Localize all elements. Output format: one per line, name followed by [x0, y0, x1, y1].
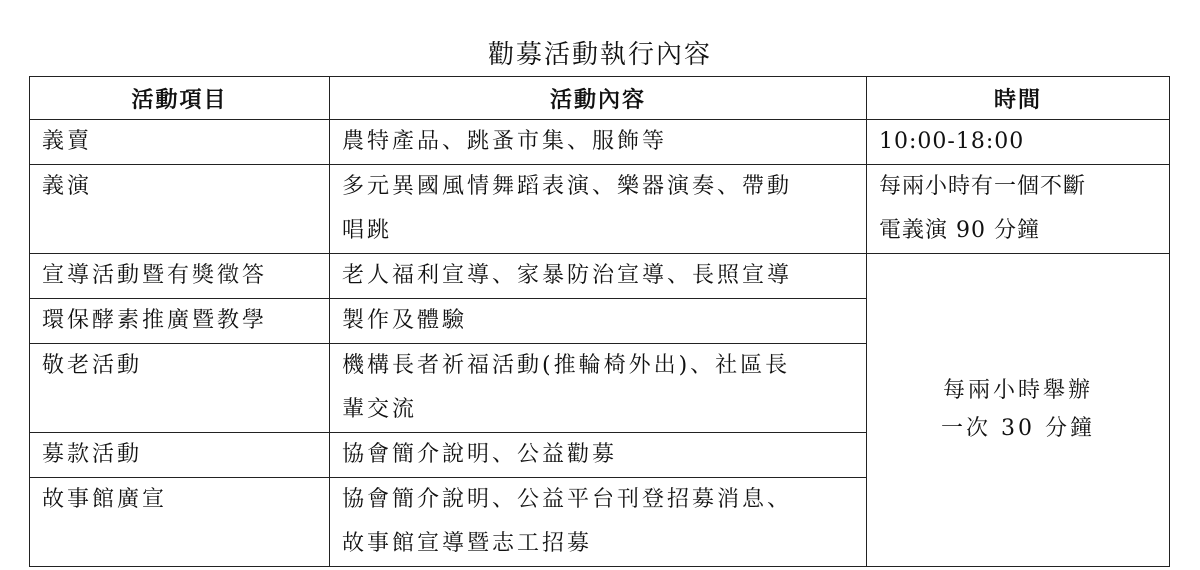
table-row — [30, 120, 1170, 165]
row-item: 故事館廣宣 — [30, 478, 330, 567]
row-item: 義賣 — [30, 120, 330, 165]
row-item: 義演 — [30, 165, 330, 254]
page-title: 勸募活動執行內容 — [487, 40, 712, 70]
row-time: 每兩小時有一個不斷 電義演 90 分鐘 — [867, 165, 1170, 254]
table-row — [30, 254, 1170, 299]
row-time: 10:00-18:00 — [867, 120, 1170, 165]
table-header-row — [30, 77, 1170, 120]
row-content: 製作及體驗 — [330, 299, 867, 344]
row-item: 敬老活動 — [30, 344, 330, 433]
row-content: 機構長者祈福活動(推輪椅外出)、社區長 輩交流 — [330, 344, 867, 433]
header-content: 活動內容 — [330, 77, 867, 120]
header-time: 時間 — [867, 77, 1170, 120]
row-content: 多元異國風情舞蹈表演、樂器演奏、帶動 唱跳 — [330, 165, 867, 254]
activity-table — [29, 76, 1170, 567]
row-content: 協會簡介說明、公益平台刊登招募消息、 故事館宣導暨志工招募 — [330, 478, 867, 567]
merged-time-cell: 每兩小時舉辦 一次 30 分鐘 — [867, 254, 1170, 567]
table-row — [30, 165, 1170, 254]
row-item: 環保酵素推廣暨教學 — [30, 299, 330, 344]
row-content: 農特產品、跳蚤市集、服飾等 — [330, 120, 867, 165]
row-item: 宣導活動暨有獎徵答 — [30, 254, 330, 299]
header-item: 活動項目 — [30, 77, 330, 120]
row-content: 老人福利宣導、家暴防治宣導、長照宣導 — [330, 254, 867, 299]
row-content: 協會簡介說明、公益勸募 — [330, 433, 867, 478]
row-item: 募款活動 — [30, 433, 330, 478]
